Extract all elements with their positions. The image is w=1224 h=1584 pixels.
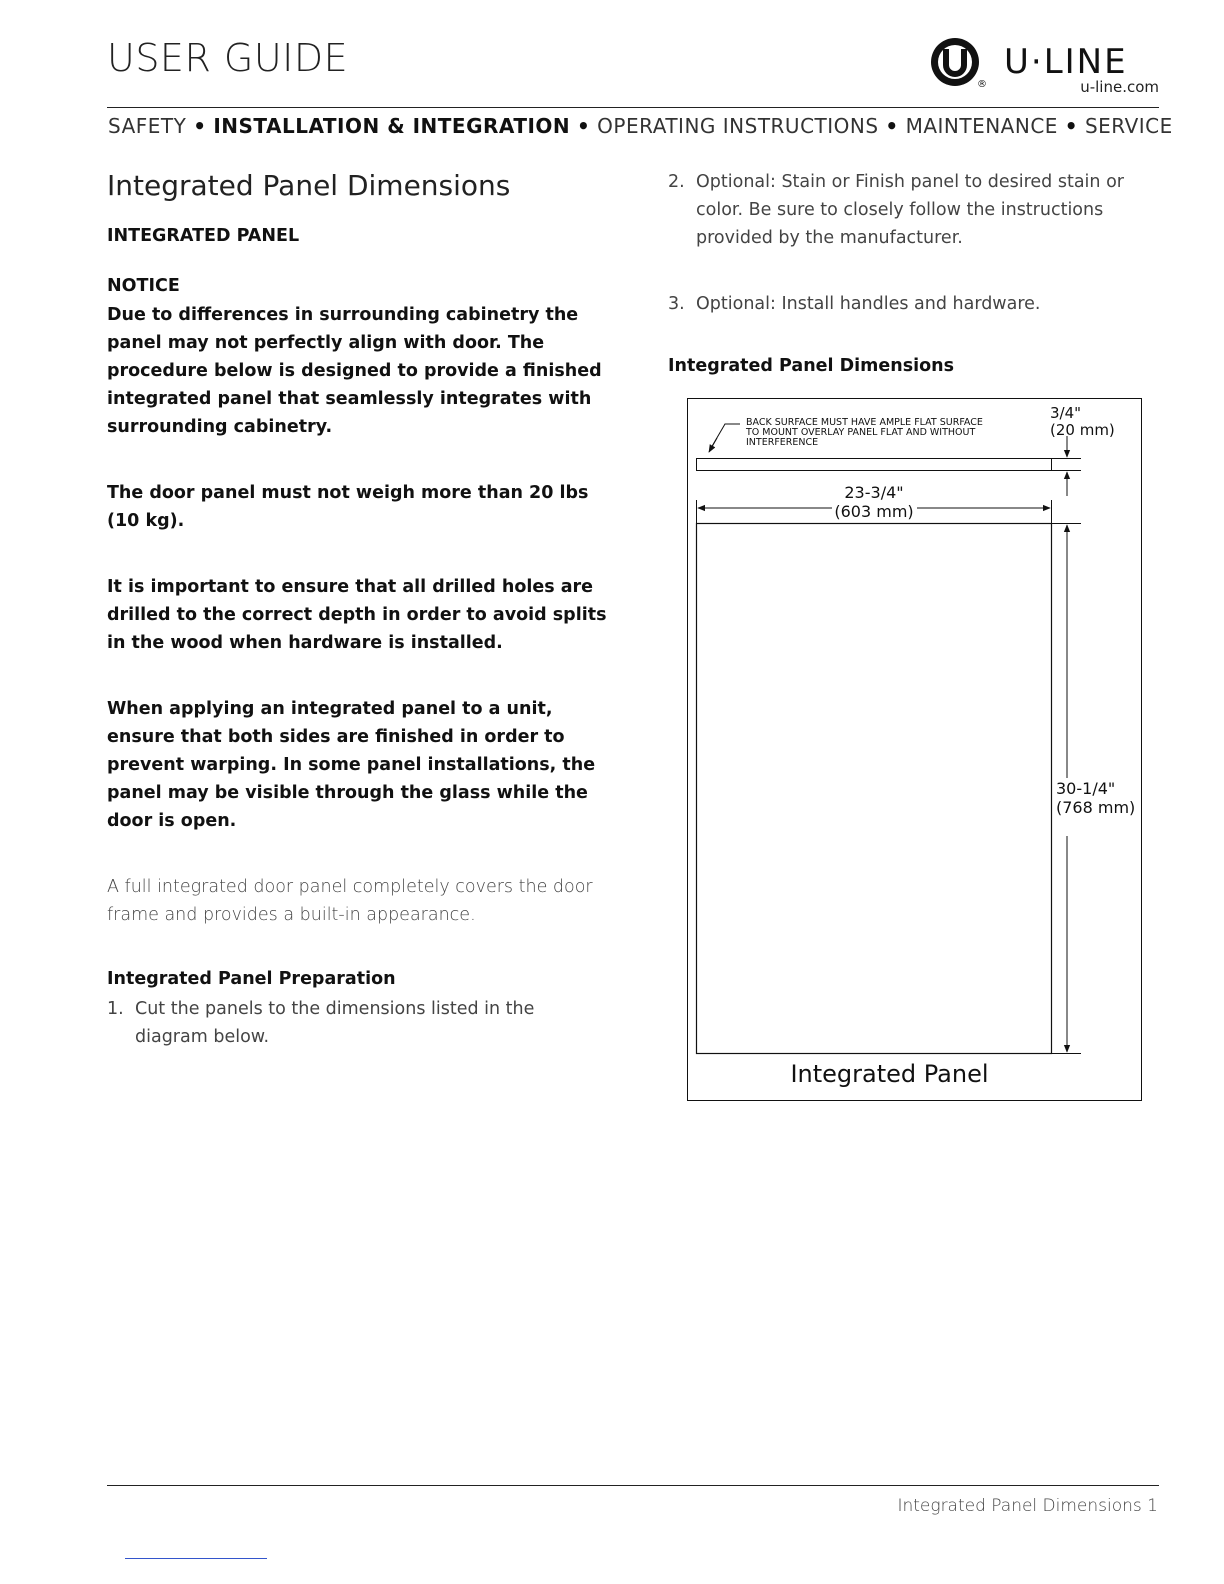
nav-separator: • <box>885 114 899 138</box>
diagram-heading: Integrated Panel Dimensions <box>668 356 955 376</box>
panel-edge-view <box>697 459 1052 471</box>
step-number: 2. <box>668 172 685 192</box>
footer-page-label: Integrated Panel Dimensions 1 <box>897 1496 1158 1516</box>
warp-warning: When applying an integrated panel to a unit, ensure that both sides are finished in order to prevent warping. In some panel installations, the panel may be visible through the glass while the door is open. <box>107 699 596 831</box>
width-label <box>824 483 924 521</box>
prep-heading: Integrated Panel Preparation <box>107 969 396 989</box>
list-item <box>668 290 1168 318</box>
step-text: Cut the panels to the dimensions listed in the diagram below. <box>135 999 535 1047</box>
diagram-caption: Integrated Panel <box>790 1060 989 1088</box>
thickness-inches: 3/4" <box>1050 404 1082 422</box>
footer-rule <box>107 1485 1159 1486</box>
header-rule <box>107 107 1159 108</box>
width-inches: 23-3/4" <box>844 483 904 502</box>
step-text: Optional: Stain or Finish panel to desired stain or color. Be sure to closely follow the instructions provided by the manufacturer. <box>696 172 1124 248</box>
step-text: Optional: Install handles and hardware. <box>696 294 1041 314</box>
surface-note-line-1: BACK SURFACE MUST HAVE AMPLE FLAT SURFACE <box>746 417 983 428</box>
section-nav <box>108 114 1173 138</box>
document-title: USER GUIDE <box>107 36 349 80</box>
surface-note-line-2: TO MOUNT OVERLAY PANEL FLAT AND WITHOUT <box>746 427 976 438</box>
thickness-label <box>1050 405 1115 439</box>
width-mm: (603 mm) <box>834 502 914 521</box>
link-underline <box>125 1558 267 1559</box>
left-column <box>107 168 607 1051</box>
nav-item-maintenance[interactable]: MAINTENANCE <box>905 114 1058 138</box>
panel-dimensions-diagram <box>687 398 1142 1101</box>
notice-text: Due to differences in surrounding cabinetry the panel may not perfectly align with door. The procedure below is designed to provide a finished integrated panel that seamlessly integrates with surrounding cabinetry. <box>107 305 602 437</box>
weight-warning: The door panel must not weigh more than 20 lbs (10 kg). <box>107 483 589 531</box>
step-number: 1. <box>107 999 124 1019</box>
step-number: 3. <box>668 294 685 314</box>
integrated-panel-rect <box>697 524 1052 1054</box>
height-inches: 30-1/4" <box>1056 779 1116 798</box>
height-label <box>1056 779 1135 817</box>
nav-item-installation-integration[interactable]: INSTALLATION & INTEGRATION <box>213 114 571 138</box>
registered-mark: ® <box>977 79 987 90</box>
list-item <box>668 168 1168 252</box>
brand-url: u-line.com <box>1080 78 1159 96</box>
nav-separator: • <box>1064 114 1079 138</box>
notice-label: NOTICE <box>107 276 180 296</box>
note-leader-arrow <box>709 438 717 452</box>
section-subheading: INTEGRATED PANEL <box>107 226 300 246</box>
list-item <box>107 995 607 1051</box>
nav-separator: • <box>193 114 207 138</box>
nav-item-service[interactable]: SERVICE <box>1084 114 1173 138</box>
height-mm: (768 mm) <box>1056 798 1136 817</box>
thickness-mm: (20 mm) <box>1050 421 1115 439</box>
nav-separator: • <box>577 114 591 138</box>
nav-item-operating-instructions[interactable]: OPERATING INSTRUCTIONS <box>597 114 879 138</box>
surface-note <box>746 418 983 448</box>
brand-wordmark: U·LINE <box>1004 42 1128 82</box>
nav-item-safety[interactable]: SAFETY <box>108 114 187 138</box>
right-column <box>668 168 1168 376</box>
page-heading: Integrated Panel Dimensions <box>107 169 511 202</box>
drill-warning: It is important to ensure that all drilled holes are drilled to the correct depth in order to avoid splits in the wood when hardware is installed. <box>107 577 607 653</box>
surface-note-line-3: INTERFERENCE <box>746 437 819 448</box>
panel-description: A full integrated door panel completely covers the door frame and provides a built-in appearance. <box>107 877 593 925</box>
